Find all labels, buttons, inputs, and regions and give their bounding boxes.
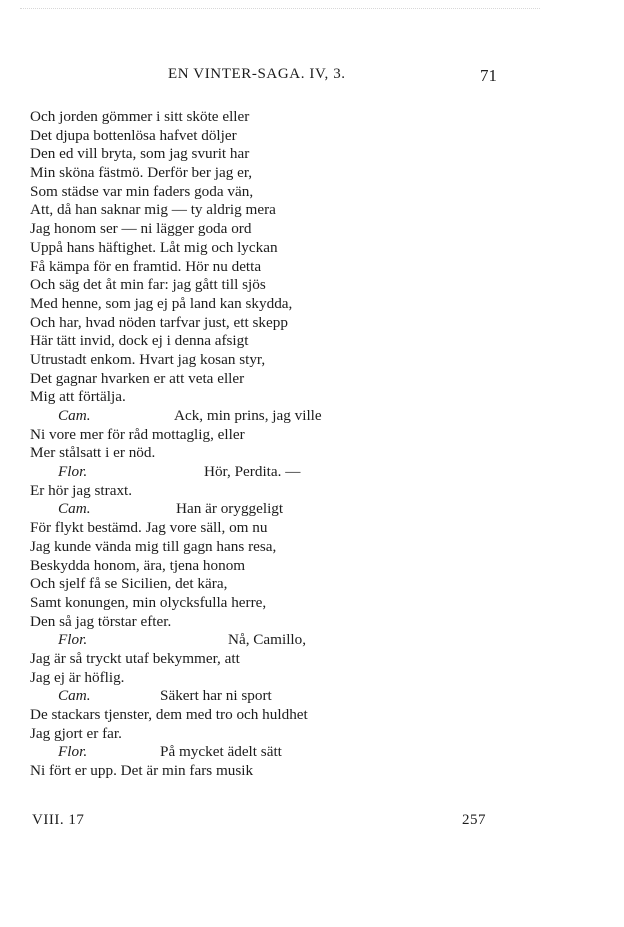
- verse-line: Här tätt invid, dock ej i denna afsigt: [30, 332, 249, 350]
- signature-mark: VIII. 17: [32, 812, 85, 828]
- verse-line: Jag kunde vända mig till gagn hans resa,: [30, 537, 277, 555]
- verse-block: [30, 108, 590, 781]
- speech-line-cam: [30, 407, 590, 426]
- speech-line-flor: [30, 463, 590, 482]
- speaker-name: Cam.: [58, 407, 91, 424]
- speech-line-flor: [30, 631, 590, 650]
- speaker-name: Flor.: [58, 631, 88, 649]
- page-footer: [0, 812, 624, 834]
- running-head: [0, 66, 624, 88]
- verse-line: Att, då han saknar mig — ty aldrig mera: [30, 201, 276, 219]
- verse-line: Beskydda honom, ära, tjena honom: [30, 556, 246, 574]
- verse-line: Mer stålsatt i er nöd.: [30, 444, 156, 462]
- verse-line: Ni fört er upp. Det är min fars musik: [30, 762, 254, 780]
- speech-text: På mycket ädelt sätt: [160, 743, 282, 761]
- verse-line: Den så jag törstar efter.: [30, 612, 172, 630]
- verse-line: Jag honom ser — ni lägger goda ord: [30, 220, 252, 238]
- verse-line: Min sköna fästmö. Derför ber jag er,: [30, 164, 253, 182]
- speaker-name: Flor.: [58, 743, 88, 761]
- speech-text: Ack, min prins, jag ville: [174, 407, 322, 424]
- verse-line: Er hör jag straxt.: [30, 481, 133, 499]
- verse-line: Jag ej är höflig.: [30, 668, 125, 686]
- page-number: 71: [480, 66, 497, 85]
- verse-line: Med henne, som jag ej på land kan skydda,: [30, 294, 293, 312]
- verse-line: Mig att förtälja.: [30, 388, 126, 406]
- verse-line: Jag är så tryckt utaf bekymmer, att: [30, 649, 240, 667]
- verse-line: Utrustadt enkom. Hvart jag kosan styr,: [30, 350, 266, 368]
- verse-line: Få kämpa för en framtid. Hör nu detta: [30, 257, 262, 275]
- running-title: EN VINTER-SAGA. IV, 3.: [168, 66, 346, 82]
- verse-line: Och säg det åt min far: jag gått till sjös: [30, 276, 266, 294]
- verse-line: Ni vore mer för råd mottaglig, eller: [30, 425, 245, 443]
- speech-line-flor: [30, 743, 590, 762]
- speech-text: Nå, Camillo,: [228, 631, 307, 649]
- verse-line: Uppå hans häftighet. Låt mig och lyckan: [30, 238, 278, 256]
- speaker-name: Cam.: [58, 500, 91, 518]
- verse-line: Det gagnar hvarken er att veta eller: [30, 369, 245, 387]
- speech-text: Han är oryggeligt: [176, 500, 284, 518]
- speech-text: Hör, Perdita. —: [204, 463, 301, 481]
- speech-text: Säkert har ni sport: [160, 687, 272, 705]
- verse-line: Som städse var min faders goda vän,: [30, 182, 254, 200]
- speech-line-cam: [30, 687, 590, 706]
- scan-edge-noise: [20, 8, 540, 11]
- verse-line: För flykt bestämd. Jag vore säll, om nu: [30, 519, 268, 537]
- verse-line: De stackars tjenster, dem med tro och huldhet: [30, 706, 308, 723]
- verse-line: Och jorden gömmer i sitt sköte eller: [30, 108, 250, 125]
- verse-line: Det djupa bottenlösa hafvet döljer: [30, 126, 237, 144]
- verse-line: Jag gjort er far.: [30, 724, 122, 742]
- folio-number: 257: [462, 812, 486, 828]
- speaker-name: Cam.: [58, 687, 91, 705]
- verse-line: Den ed vill bryta, som jag svurit har: [30, 145, 250, 163]
- verse-line: Och har, hvad nöden tarfvar just, ett skepp: [30, 313, 288, 331]
- verse-line: Och sjelf få se Sicilien, det kära,: [30, 575, 228, 593]
- speech-line-cam: [30, 500, 590, 519]
- verse-line: Samt konungen, min olycksfulla herre,: [30, 593, 267, 611]
- speaker-name: Flor.: [58, 463, 88, 481]
